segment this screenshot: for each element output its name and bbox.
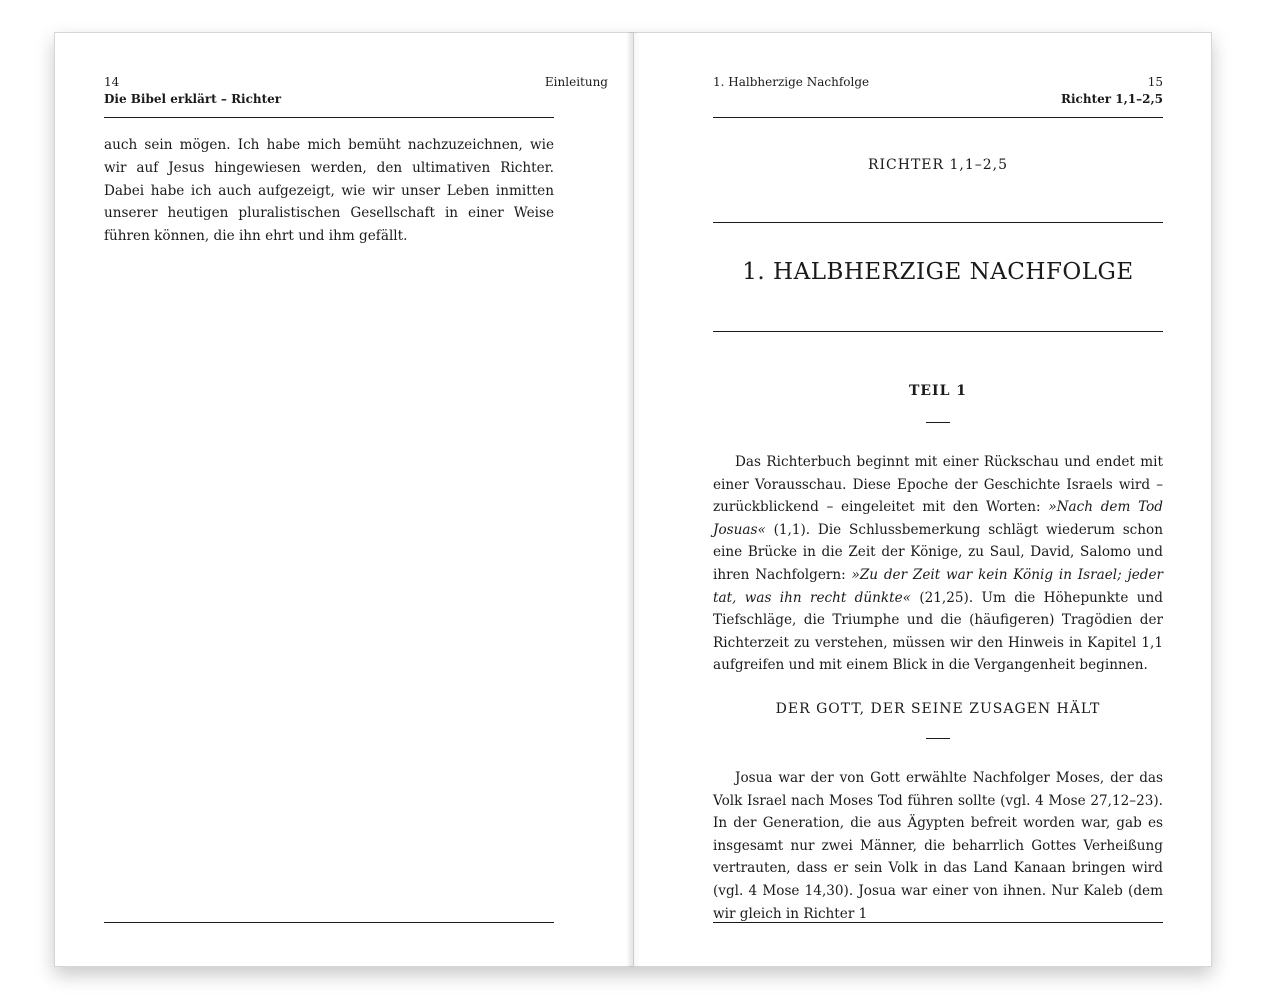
paragraph-1-text: [713, 451, 1163, 677]
chapter-title: 1. HALBHERZIGE NACHFOLGE: [742, 259, 1134, 285]
left-header: [104, 74, 354, 108]
p1-quote-1: »Nach dem Tod Josuas«: [713, 499, 1163, 538]
right-page: [633, 32, 1212, 967]
left-paragraph: auch sein mögen. Ich habe mich bemüht nachzuzeichnen, wie wir auf Jesus hingewiesen werden, den ultimativen Richter. Dabei habe ich auch aufgezeigt, wie wir unser Leben inmitten unserer heutigen pluralistischen Gesellschaft in einer Weise führen können, die ihn ehrt und ihm gefällt.: [104, 137, 554, 245]
subheading: DER GOTT, DER SEINE ZUSAGEN HÄLT: [775, 701, 1101, 717]
title-top-rule: [713, 222, 1163, 223]
book-spread: [54, 32, 1212, 967]
section-reference: RICHTER 1,1–2,5: [867, 157, 1009, 173]
right-header: [913, 74, 1163, 108]
left-page: [54, 32, 633, 967]
title-bottom-rule: [713, 331, 1163, 332]
right-page-number: 15: [1147, 75, 1163, 89]
left-section-header: Einleitung: [544, 75, 608, 89]
p1-text-1: Das Richterbuch beginnt mit einer Rückschau und endet mit einer Vorausschau. Diese Epoche der Geschichte Israels wird – zurückblickend – eingeleitet mit den Worten:: [713, 454, 1163, 516]
left-page-number: 14: [104, 75, 120, 89]
right-top-rule: [713, 117, 1163, 118]
right-reference-header: Richter 1,1–2,5: [1061, 92, 1163, 106]
left-body-text: [104, 134, 554, 248]
left-running-title: Die Bibel erklärt – Richter: [104, 92, 282, 106]
right-bottom-rule: [713, 922, 1163, 923]
left-top-rule: [104, 117, 554, 118]
p1-text-3: (21,25). Um die Höhepunkte und Tiefschläge, die Triumphe und die (häufigeren) Tragödien der Richterzeit zu verstehen, müssen wir den Hinweis in Kapitel 1,1 aufgreifen und mit einem Blick in die Vergangenheit beginnen.: [713, 589, 1163, 674]
paragraph-2-text: Josua war der von Gott erwählte Nachfolger Moses, der das Volk Israel nach Moses Tod führen sollte (vgl. 4 Mose 27,12–23). In der Generation, die aus Ägypten befreit worden war, gab es insgesamt nur zwei Männer, die beharrlich Gottes Verheißung vertrauten, dass er sein Volk in das Land Kanaan bringen wird (vgl. 4 Mose 14,30). Josua war einer von ihnen. Nur Kaleb (dem wir gleich in Richter 1: [713, 770, 1163, 922]
part-dash: [926, 422, 950, 423]
paragraph-2: [713, 767, 1163, 925]
subheading-dash: [926, 738, 950, 739]
p1-text-2: (1,1). Die Schlussbemerkung schlägt wiederum schon eine Brücke in die Zeit der Könige, zu Saul, David, Salomo und ihren Nachfolgern:: [713, 521, 1163, 583]
right-chapter-header: 1. Halbherzige Nachfolge: [713, 75, 870, 89]
left-bottom-rule: [104, 922, 554, 923]
p1-quote-2: »Zu der Zeit war kein König in Israel; jeder tat, was ihn recht dünkte«: [713, 566, 1163, 606]
part-title: TEIL 1: [908, 383, 968, 399]
paragraph-1: [713, 451, 1163, 677]
